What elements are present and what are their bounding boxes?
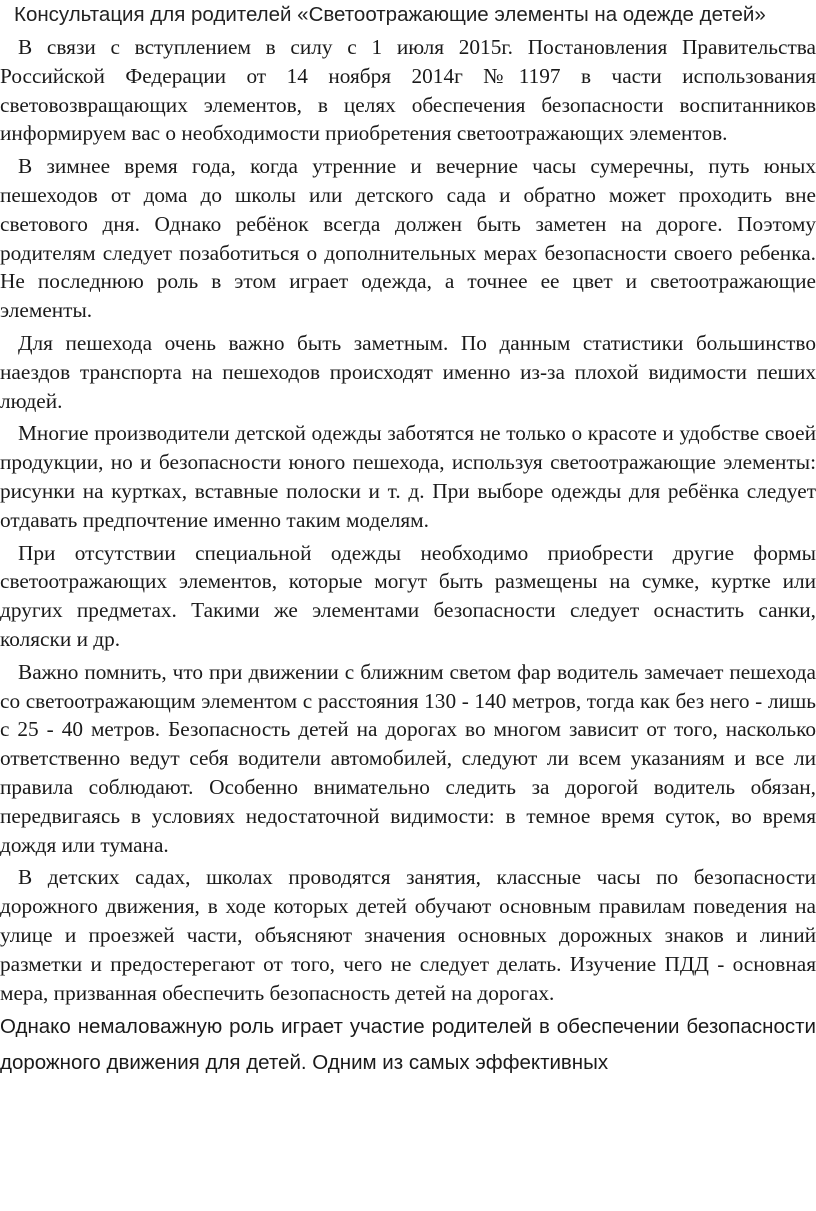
closing-paragraph: Однако немаловажную роль играет участие родителей в обеспечении безопасности дорожного движения для детей. Одним из самых эффективных	[0, 1015, 816, 1075]
paragraph-visibility: Для пешехода очень важно быть заметным. По данным статистики большинство наездов транспорта на пешеходов происходят именно из-за плохой видимости пеших людей.	[0, 330, 816, 413]
paragraph-manufacturers: Многие производители детской одежды заботятся не только о красоте и удобстве своей продукции, но и безопасности юного пешехода, используя светоотражающие элементы: рисунки на куртках, вставные полоски и т. д. При выборе одежды для ребёнка следует отдавать предпочтение именно таким моделям.	[0, 421, 816, 532]
paragraph-distance: Важно помнить, что при движении с ближним светом фар водитель замечает пешехода со светоотражающим элементом с расстояния 130 - 140 метров, тогда как без него - лишь с 25 - 40 метров. Безопасность детей на дорогах во многом зависит от того, насколько ответственно ведут себя водители автомобилей, следуют ли всем указаниям и все ли правила соблюдают. Особенно внимательно следить за дорогой водитель обязан, передвигаясь в условиях недостаточной видимости: в темное время суток, во время дождя или тумана.	[0, 659, 816, 857]
paragraph-winter-time: В зимнее время года, когда утренние и вечерние часы сумеречны, путь юных пешеходов от дома до школы или детского сада и обратно может проходить вне светового дня. Однако ребёнок всегда должен быть заметен на дороге. Поэтому родителям следует позаботиться о дополнительных мерах безопасности своего ребенка. Не последнюю роль в этом играет одежда, а точнее ее цвет и светоотражающие элементы.	[0, 154, 816, 323]
document-title: Консультация для родителей «Светоотражающие элементы на одежде детей»	[14, 3, 766, 26]
paragraph-other-forms: При отсутствии специальной одежды необходимо приобрести другие формы светоотражающих элементов, которые могут быть размещены на сумке, куртке или других предметах. Такими же элементами безопасности следует оснастить санки, коляски и др.	[0, 540, 816, 651]
paragraph-schools: В детских садах, школах проводятся занятия, классные часы по безопасности дорожного движения, в ходе которых детей обучают основным правилам поведения на улице и проезжей части, объясняют значения основных дорожных знаков и линий разметки и предостерегают от того, чего не следует делать. Изучение ПДД - основная мера, призванная обеспечить безопасность детей на дорогах.	[0, 865, 816, 1005]
paragraph-resolution: В связи с вступлением в силу с 1 июля 2015г. Постановления Правительства Российской Федерации от 14 ноября 2014г №1197 в части использования световозвращающих элементов, в целях обеспечения безопасности воспитанников информируем вас о необходимости приобретения светоотражающих элементов.	[0, 35, 816, 146]
